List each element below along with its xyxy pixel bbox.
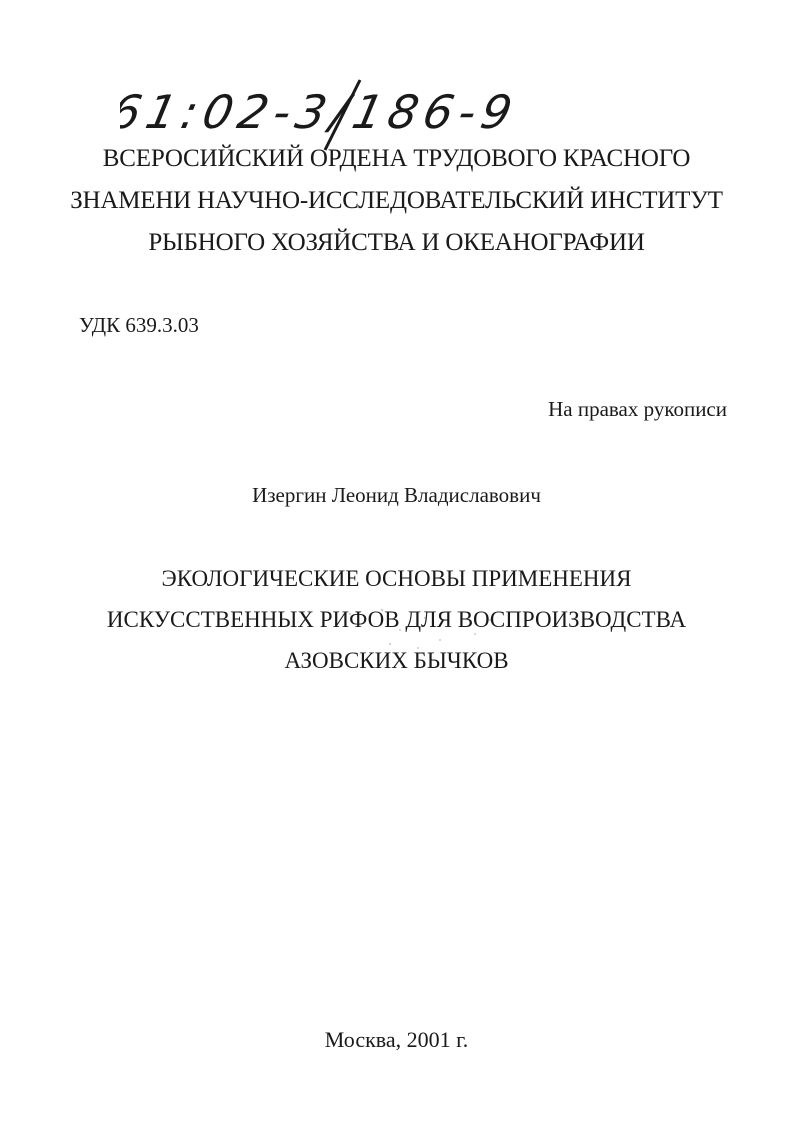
city-and-year: Москва, 2001 г. xyxy=(324,1027,469,1052)
udk-code: УДК 639.3.03 xyxy=(79,313,199,337)
author-name: Изергин Леонид Владиславович xyxy=(252,483,541,507)
institute-line-1: ВСЕРОСИЙСКИЙ ОРДЕНА ТРУДОВОГО КРАСНОГО xyxy=(102,145,691,172)
faint-stamp-mark xyxy=(330,600,510,660)
handwritten-text: 61:02-3/186-9 xyxy=(120,85,523,139)
title-line-2: ИСКУССТВЕННЫХ РИФОВ ДЛЯ ВОСПРОИЗВОДСТВА xyxy=(106,607,687,632)
title-line-3: АЗОВСКИХ БЫЧКОВ xyxy=(284,648,509,673)
institute-line-3: РЫБНОГО ХОЗЯЙСТВА И ОКЕАНОГРАФИИ xyxy=(148,229,645,256)
title-line-1: ЭКОЛОГИЧЕСКИЕ ОСНОВЫ ПРИМЕНЕНИЯ xyxy=(161,566,632,591)
institute-name xyxy=(40,138,753,264)
manuscript-rights-note: На правах рукописи xyxy=(548,397,727,421)
institute-line-2: ЗНАМЕНИ НАУЧНО-ИССЛЕДОВАТЕЛЬСКИЙ ИНСТИТУТ xyxy=(70,187,723,214)
